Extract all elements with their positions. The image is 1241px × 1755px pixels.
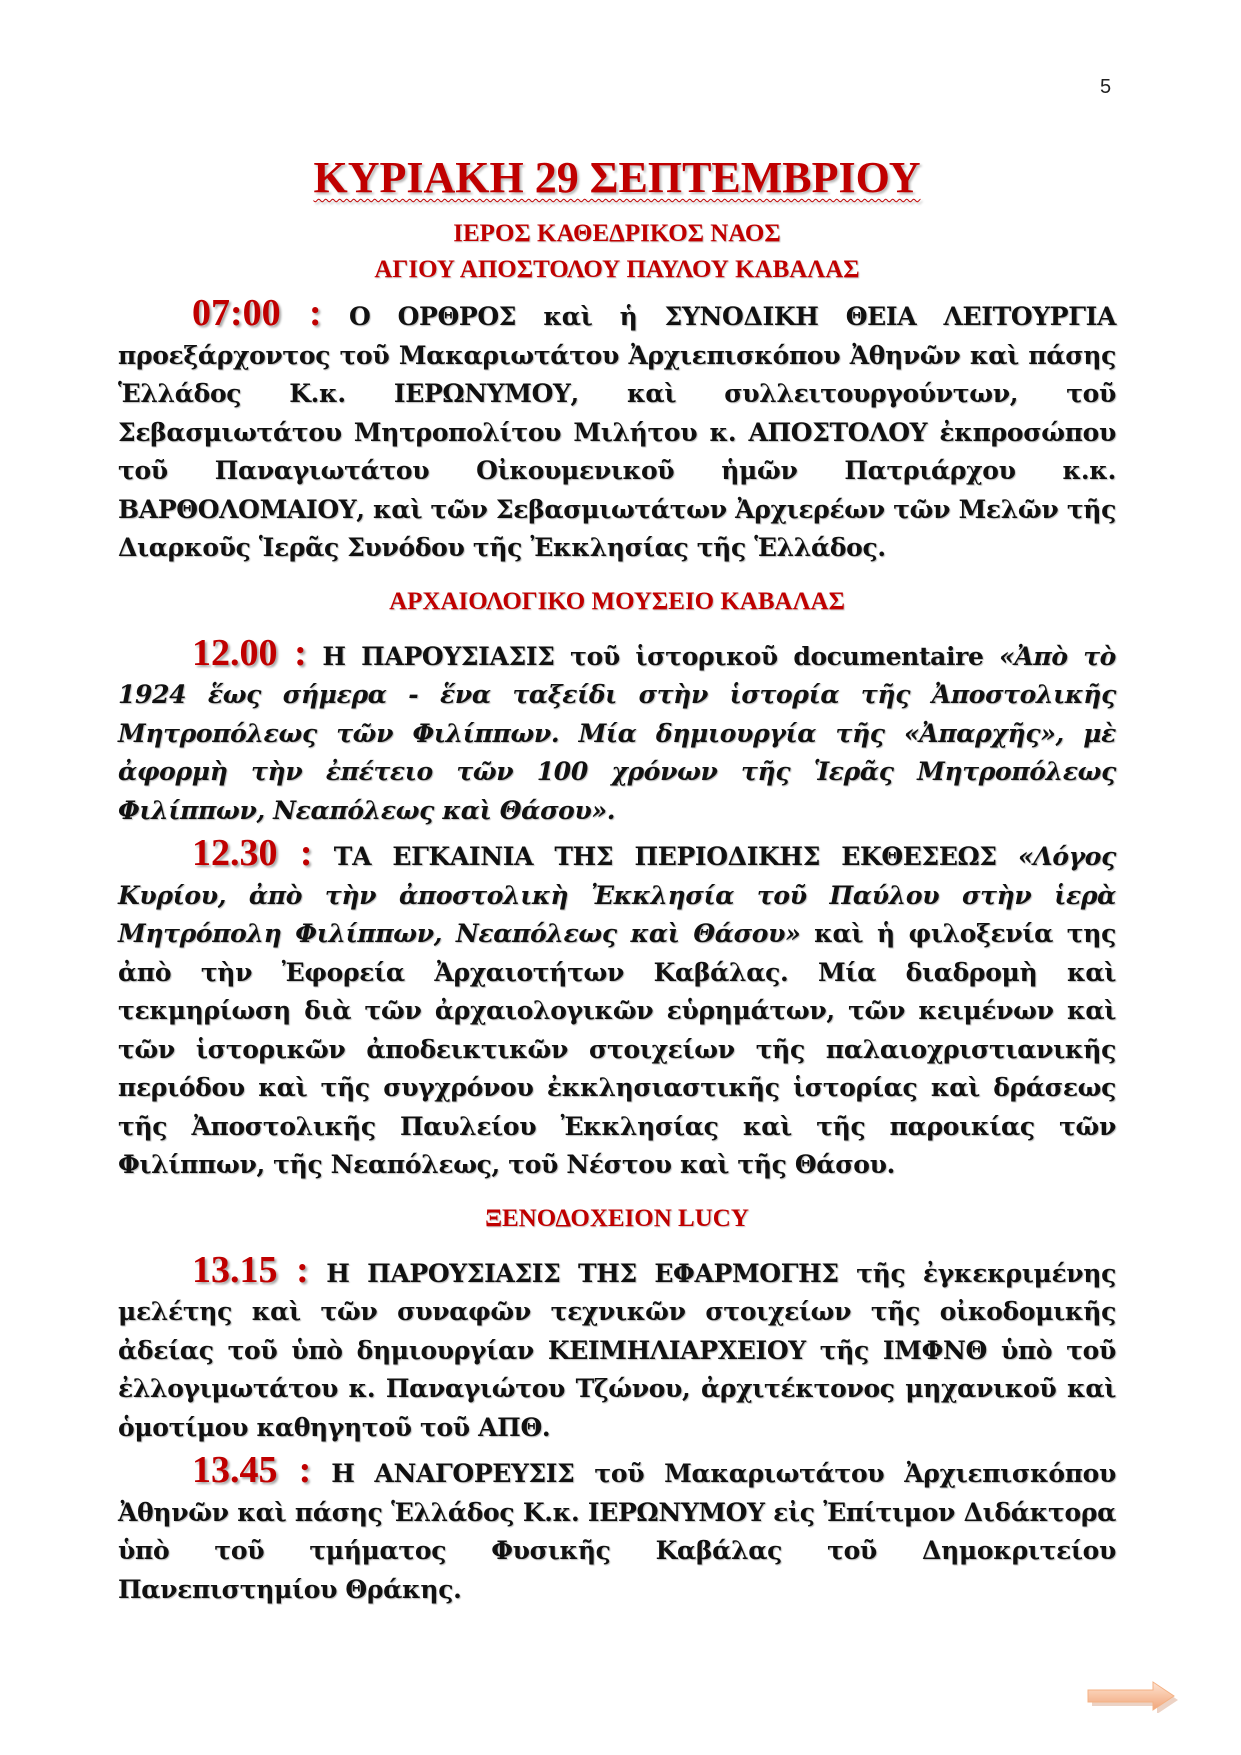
section-museum — [118, 584, 1116, 1185]
entry-time: 07:00 : — [192, 292, 322, 334]
section-cathedral — [118, 216, 1116, 568]
entry-text: Η ΑΝΑΓΟΡΕΥΣΙΣ τοῦ Μακαριωτάτου Ἀρχιεπισκόπου Ἀθηνῶν καὶ πάσης Ἑλλάδος Κ.κ. ΙΕΡΩΝΥΜΟΥ εἰς Ἐπίτιμον Διδάκτορα ὑπὸ τοῦ τμήματος Φυσικῆς Καβάλας τοῦ Δημοκριτείου Πανεπιστημίου Θράκης. — [118, 1459, 1116, 1604]
venue-heading-line: ΞΕΝΟΔΟΧΕΙΟΝ LUCY — [485, 1204, 749, 1232]
programme-content — [118, 150, 1116, 1609]
entry-title-italic: «Ἀπὸ τὸ 1924 ἕως σήμερα - ἕνα ταξείδι στὴν ἱστορία τῆς Ἀποστολικῆς Μητροπόλεως τῶν Φιλίππων. Μία δημιουργία τῆς «Ἀπαρχῆς», μὲ ἀφορμὴ τὴν ἐπέτειο τῶν 100 χρόνων τῆς Ἱερᾶς Μητροπόλεως Φιλίππων, Νεαπόλεως καὶ Θάσου». — [118, 641, 1117, 825]
venue-heading-line: ΑΓΙΟΥ ΑΠΟΣΤΟΛΟΥ ΠΑΥΛΟΥ ΚΑΒΑΛΑΣ — [374, 256, 860, 283]
section-hotel — [118, 1201, 1116, 1610]
schedule-entry — [118, 294, 1116, 568]
venue-heading-line: ΑΡΧΑΙΟΛΟΓΙΚΟ ΜΟΥΣΕΙΟ ΚΑΒΑΛΑΣ — [389, 587, 845, 615]
entry-time: 13.45 : — [192, 1449, 312, 1491]
entry-text: Η ΠΑΡΟΥΣΙΑΣΙΣ τοῦ ἱστορικοῦ documentaire — [306, 641, 1000, 671]
page-title: ΚΥΡΙΑΚΗ 29 ΣΕΠΤΕΜΒΡΙΟΥ — [313, 153, 921, 202]
entry-text: ΤΑ ΕΓΚΑΙΝΙΑ ΤΗΣ ΠΕΡΙΟΔΙΚΗΣ ΕΚΘΕΣΕΩΣ — [312, 842, 1018, 871]
schedule-entry — [118, 834, 1116, 1185]
entry-time: 13.15 : — [192, 1248, 309, 1291]
schedule-entry — [118, 1248, 1116, 1448]
venue-heading-line: ΙΕΡΟΣ ΚΑΘΕΔΡΙΚΟΣ ΝΑΟΣ — [453, 220, 781, 247]
entry-text: Ο ΟΡΘΡΟΣ καὶ ἡ ΣΥΝΟΔΙΚΗ ΘΕΙΑ ΛΕΙΤΟΥΡΓΙΑ προεξάρχοντος τοῦ Μακαριωτάτου Ἀρχιεπισκόπου Ἀθηνῶν καὶ πάσης Ἑλλάδος Κ.κ. ΙΕΡΩΝΥΜΟΥ, καὶ συλλειτουργούντων, τοῦ Σεβασμιωτάτου Μητροπολίτου Μιλήτου κ. ΑΠΟΣΤΟΛΟΥ ἐκπροσώπου τοῦ Παναγιωτάτου Οἰκουμενικοῦ ἡμῶν Πατριάρχου κ.κ. ΒΑΡΘΟΛΟΜΑΙΟΥ, καὶ τῶν Σεβασμιωτάτων Ἀρχιερέων τῶν Μελῶν τῆς Διαρκοῦς Ἱερᾶς Συνόδου τῆς Ἐκκλησίας τῆς Ἑλλάδος. — [118, 302, 1116, 562]
entry-text-after: καὶ ἡ φιλοξενία της ἀπὸ τὴν Ἐφορεία Ἀρχαιοτήτων Καβάλας. Μία διαδρομὴ καὶ τεκμηρίωση διὰ τῶν ἀρχαιολογικῶν εὑρημάτων, τῶν κειμένων καὶ τῶν ἱστορικῶν ἀποδεικτικῶν στοιχείων τῆς παλαιοχριστιανικῆς περιόδου καὶ τῆς συγχρόνου ἐκκλησιαστικῆς ἱστορίας καὶ δράσεως τῆς Ἀποστολικῆς Παυλείου Ἐκκλησίας καὶ τῆς παροικίας τῶν Φιλίππων, τῆς Νεαπόλεως, τοῦ Νέστου καὶ τῆς Θάσου. — [118, 919, 1116, 1179]
entry-title-italic: «Λόγος Κυρίου, ἀπὸ τὴν ἀποστολικὴ Ἐκκλησία τοῦ Παύλου στὴν ἱερὰ Μητρόπολη Φιλίππων, Νεαπόλεως καὶ Θάσου» — [118, 842, 1116, 948]
page-number: 5 — [1100, 76, 1112, 98]
schedule-entry — [118, 1451, 1116, 1609]
right-arrow-icon[interactable] — [1087, 1681, 1179, 1713]
entry-time: 12.30 : — [192, 832, 313, 874]
entry-text: Η ΠΑΡΟΥΣΙΑΣΙΣ ΤΗΣ ΕΦΑΡΜΟΓΗΣ τῆς ἐγκεκριμένης μελέτης καὶ τῶν συναφῶν τεχνικῶν στοιχείων τῆς οἰκοδομικῆς ἀδείας τοῦ ὑπὸ δημιουργίαν ΚΕΙΜΗΛΙΑΡΧΕΙΟΥ τῆς ΙΜΦΝΘ ὑπὸ τοῦ ἐλλογιμωτάτου κ. Παναγιώτου Τζώνου, ἀρχιτέκτονος μηχανικοῦ καὶ ὁμοτίμου καθηγητοῦ τοῦ ΑΠΘ. — [118, 1258, 1116, 1442]
entry-time: 12.00 : — [192, 631, 307, 674]
schedule-entry — [118, 631, 1117, 831]
